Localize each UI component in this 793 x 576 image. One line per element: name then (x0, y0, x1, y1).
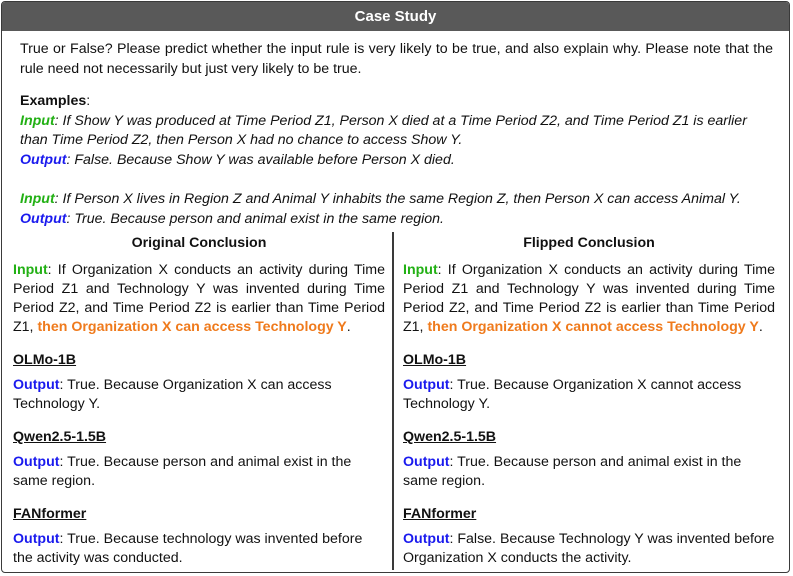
column-input (403, 261, 775, 337)
model-output-text: : True. Because Organization X cannot access Technology Y. (403, 377, 742, 412)
example-output-text: : True. Because person and animal exist in the same region. (66, 210, 444, 227)
column-input-text: : If Organization X conducts an activity during Time Period Z1 and Technology Y was invented during Time Period Z2, and Time Period Z2 is earlier than Time Period Z1, (13, 262, 385, 335)
model-output (403, 530, 775, 568)
model-output-text: : True. Because technology was invented before the activity was conducted. (13, 531, 363, 566)
model-output-text: : False. Because Technology Y was invented before Organization X conducts the activity. (403, 531, 775, 566)
model-output (13, 530, 385, 568)
output-label: Output (403, 454, 450, 470)
output-label: Output (20, 151, 67, 168)
model-output (13, 376, 385, 414)
output-label: Output (403, 531, 450, 547)
output-label: Output (403, 377, 450, 393)
model-output (403, 453, 775, 491)
model-name-olmo: OLMo-1B (13, 352, 77, 368)
column-input-text: : If Organization X conducts an activity during Time Period Z1 and Technology Y was invented during Time Period Z2, and Time Period Z2 is earlier than Time Period Z1, (403, 262, 775, 335)
model-name-qwen: Qwen2.5-1.5B (13, 429, 107, 445)
example-2-input (20, 190, 773, 210)
example-1-input (20, 112, 773, 151)
column-input-end: . (758, 319, 763, 335)
model-name-qwen: Qwen2.5-1.5B (403, 429, 497, 445)
examples-title: Examples (20, 93, 87, 109)
model-name-olmo: OLMo-1B (403, 352, 467, 368)
column-title: Flipped Conclusion (523, 235, 655, 251)
task-prompt: True or False? Please predict whether the input rule is very likely to be true, and also explain why. Please note that the rule need not necessarily but just very likely to be true. (20, 41, 773, 77)
output-label: Output (13, 454, 60, 470)
input-label: Input (403, 262, 438, 278)
output-label: Output (20, 210, 67, 227)
column-divider (392, 232, 394, 570)
output-label: Output (13, 531, 60, 547)
output-label: Output (13, 377, 60, 393)
panel-header (2, 2, 789, 31)
column-input-end: . (346, 319, 351, 335)
example-2-output (20, 210, 773, 230)
model-output-text: : True. Because person and animal exist in the same region. (13, 454, 352, 489)
example-output-text: : False. Because Show Y was available before Person X died. (66, 151, 455, 168)
original-conclusion-column (13, 234, 385, 568)
model-output-text: : True. Because Organization X can access Technology Y. (13, 377, 332, 412)
example-input-text: : If Show Y was produced at Time Period Z1, Person X died at a Time Period Z2, and Time Period Z1 is earlier than Time Period Z2, then Person X had no chance to access Show Y. (20, 112, 747, 148)
model-name-fanformer: FANformer (13, 506, 87, 522)
examples-heading (20, 92, 773, 112)
flipped-conclusion-column (403, 234, 775, 568)
model-output-text: : True. Because person and animal exist in the same region. (403, 454, 742, 489)
example-input-text: : If Person X lives in Region Z and Animal Y inhabits the same Region Z, then Person X can access Animal Y. (54, 191, 741, 207)
model-name-fanformer: FANformer (403, 506, 477, 522)
instructions-section (2, 31, 789, 229)
column-title: Original Conclusion (131, 235, 267, 251)
conclusion-highlight: then Organization X can access Technology Y (37, 319, 347, 335)
input-label: Input (20, 112, 55, 129)
conclusion-highlight: then Organization X cannot access Technology Y (427, 319, 759, 335)
panel-title: Case Study (354, 8, 437, 25)
input-label: Input (20, 191, 55, 207)
column-input (13, 261, 385, 337)
input-label: Input (13, 262, 48, 278)
examples-colon: : (86, 93, 91, 109)
example-1-output (20, 151, 773, 171)
model-output (403, 376, 775, 414)
model-output (13, 453, 385, 491)
